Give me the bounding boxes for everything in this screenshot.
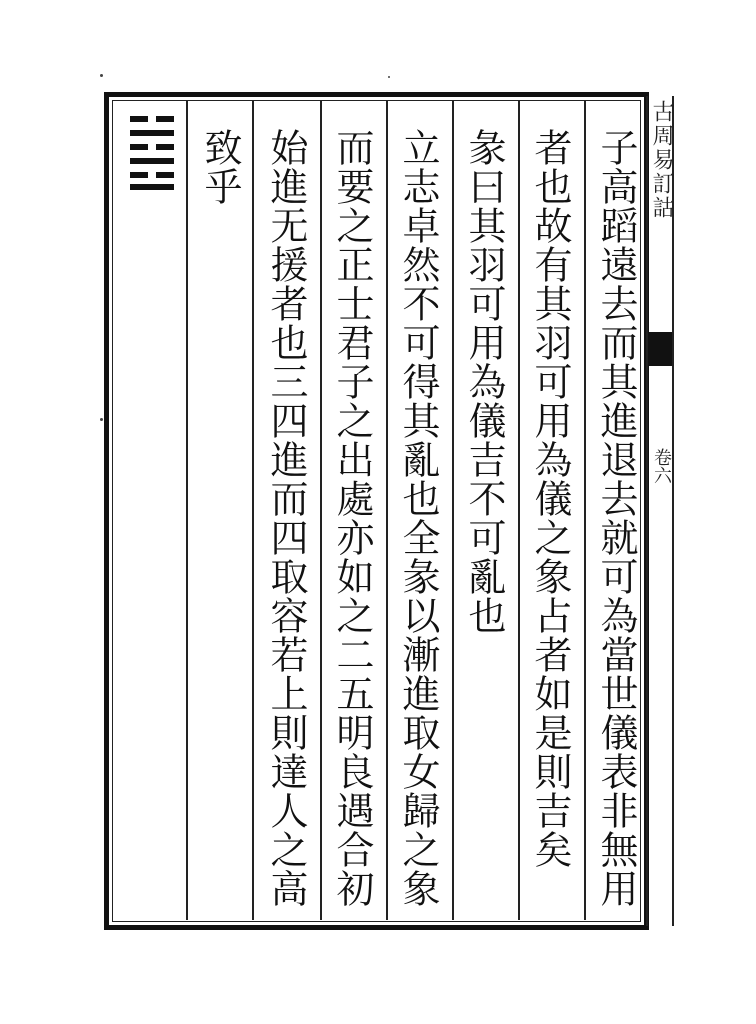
column-rule bbox=[252, 100, 254, 920]
speck bbox=[100, 418, 103, 421]
text-column-7: 致乎 bbox=[198, 128, 242, 206]
column-rule bbox=[584, 100, 586, 920]
column-rule bbox=[186, 100, 188, 920]
margin-volume-label: 卷六 bbox=[651, 448, 672, 484]
text-column-6: 始進无援者也三四進而四取容若上則達人之高 bbox=[264, 128, 308, 908]
column-rule bbox=[452, 100, 454, 920]
text-column-1: 子高蹈遠去而其進退去就可為當世儀表非無用 bbox=[594, 128, 638, 908]
fish-tail-mark bbox=[648, 332, 672, 366]
speck bbox=[388, 76, 390, 78]
speck bbox=[100, 74, 103, 77]
gua-hexagram-icon bbox=[128, 112, 178, 192]
text-column-5: 而要之正士君子之出處亦如之二五明良遇合初 bbox=[330, 128, 374, 908]
text-column-3: 彖曰其羽可用為儀吉不可亂也 bbox=[462, 128, 506, 635]
column-rule bbox=[320, 100, 322, 920]
column-rule bbox=[386, 100, 388, 920]
text-column-4: 立志卓然不可得其亂也全彖以漸進取女歸之象 bbox=[396, 128, 440, 908]
text-column-2: 者也故有其羽可用為儀之象占者如是則吉矣 bbox=[528, 128, 572, 869]
margin-book-title: 古周易訂詁 bbox=[649, 100, 674, 220]
column-rule bbox=[518, 100, 520, 920]
